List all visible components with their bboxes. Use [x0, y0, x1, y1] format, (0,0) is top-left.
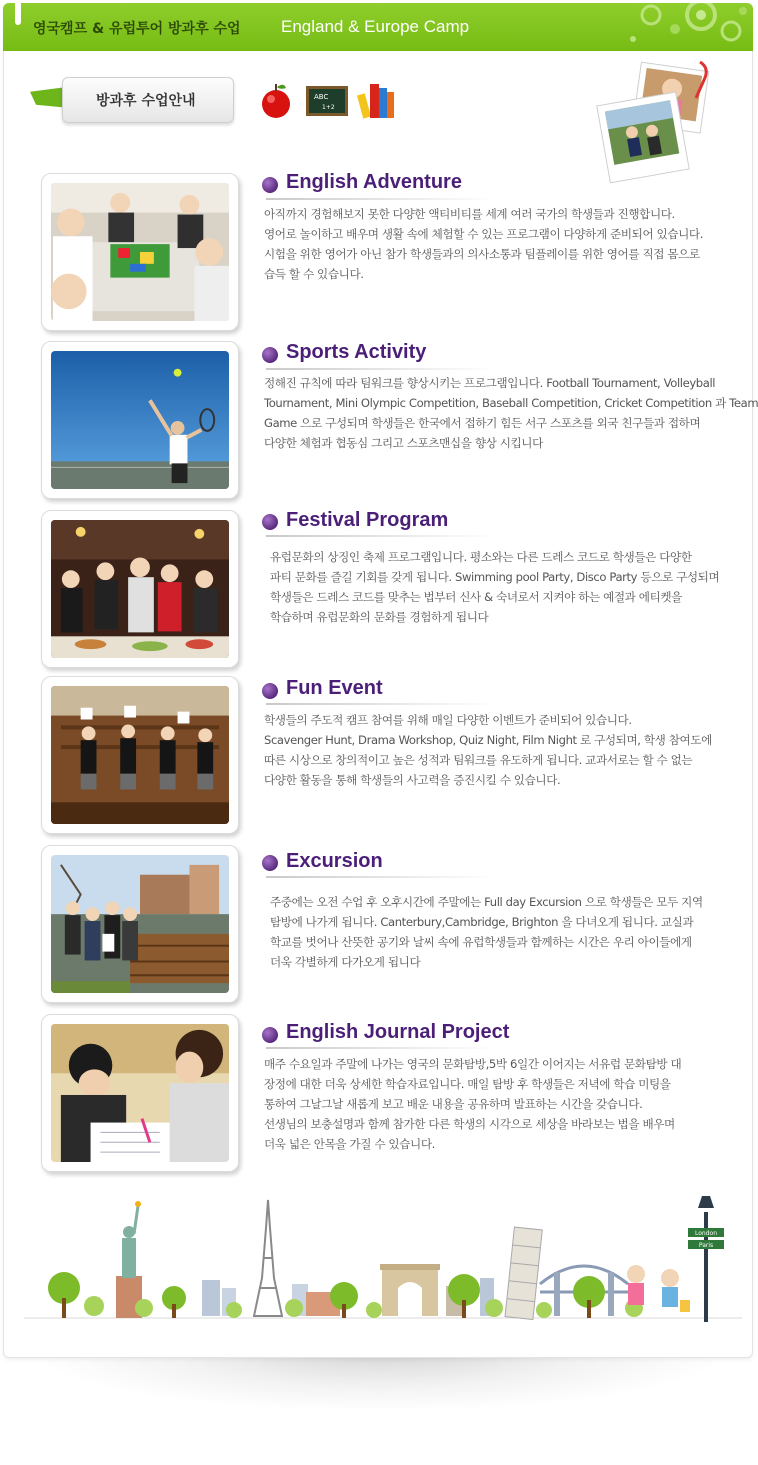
program-photo-english-adventure — [41, 173, 239, 331]
description-line: 유럽문화의 상징인 축제 프로그램입니다. 평소와는 다른 드레스 코드로 학생들은 다양한 — [270, 550, 692, 564]
description-line: 학습하며 유럽문화의 문화를 경험하게 됩니다 — [270, 610, 489, 624]
description-line: 탐방에 나가게 됩니다. Canterbury,Cambridge, Brighton 을 다녀오게 됩니다. 교실과 — [270, 915, 694, 929]
program-title: English Journal Project — [286, 1021, 510, 1043]
description-line: 습득 할 수 있습니다. — [264, 267, 364, 281]
books-icon — [357, 84, 394, 119]
description-line: 더욱 넓은 안목을 가질 수 있습니다. — [264, 1137, 435, 1151]
program-title: Sports Activity — [286, 341, 427, 363]
chalkboard-icon — [306, 86, 348, 116]
description-line: 더욱 각별하게 다가오게 됩니다 — [270, 955, 421, 969]
title-underline — [266, 535, 496, 537]
description-line: 따른 시상으로 창의적이고 높은 성적과 팀워크를 유도하게 됩니다. 교과서로는 할 수 없는 — [264, 753, 693, 767]
page-header — [3, 3, 753, 51]
description-line: 통하여 그날그날 새롭게 보고 배운 내용을 공유하며 발표하는 시간을 갖습니다. — [264, 1097, 643, 1111]
program-photo-festival-program — [41, 510, 239, 668]
statue-of-liberty-icon — [116, 1201, 142, 1318]
description-line: 학생들은 드레스 코드를 맞추는 법부터 신사 & 숙녀로서 지켜야 하는 예절과 에티켓을 — [270, 590, 682, 604]
program-photo-sports-activity — [41, 341, 239, 499]
description-line: 다양한 활동을 통해 학생들의 사고력을 증진시킬 수 있습니다. — [264, 773, 561, 787]
title-bullet-icon — [262, 683, 278, 699]
travelers-icon — [627, 1265, 690, 1312]
eiffel-tower-icon — [254, 1200, 282, 1316]
landmarks-illustration — [24, 1188, 742, 1334]
title-underline — [266, 198, 496, 200]
lamp-post-icon — [688, 1196, 724, 1322]
program-description — [270, 547, 758, 627]
program-title: Festival Program — [286, 509, 449, 531]
title-bullet-icon — [262, 347, 278, 363]
program-title: Fun Event — [286, 677, 383, 699]
program-photo-fun-event — [41, 676, 239, 834]
program-title: English Adventure — [286, 171, 462, 193]
program-photo-excursion — [41, 845, 239, 1003]
title-bullet-icon — [262, 514, 278, 530]
program-photo-english-journal-project — [41, 1014, 239, 1172]
section-label: 방과후 수업안내 — [96, 93, 196, 109]
svg-text:ABC: ABC — [314, 93, 329, 101]
description-line: Scavenger Hunt, Drama Workshop, Quiz Night, Film Night 로 구성되며, 학생 참여도에 — [264, 733, 712, 747]
description-line: 학교를 벗어나 산뜻한 공기와 날씨 속에 유럽학생들과 함께하는 시간은 우리 아이들에게 — [270, 935, 692, 949]
description-line: Game 으로 구성되며 학생들은 한국에서 접하기 힘든 서구 스포츠를 외국 친구들과 접하며 — [264, 416, 701, 430]
header-subtitle: England & Europe Camp — [281, 17, 470, 36]
title-underline — [266, 703, 496, 705]
description-line: 주중에는 오전 수업 후 오후시간에 주말에는 Full day Excursion 으로 학생들은 모두 지역 — [270, 895, 703, 909]
header-title: 영국캠프 & 유럽투어 방과후 수업 — [33, 21, 241, 37]
bubbles-decoration — [613, 3, 753, 51]
leaning-tower-of-pisa-icon — [505, 1227, 542, 1319]
program-description — [270, 892, 758, 972]
sign-paris: Paris — [698, 1242, 714, 1249]
description-line: 파티 문화를 즐길 기회를 갖게 됩니다. Swimming pool Party, Disco Party 등으로 구성되며 — [270, 570, 720, 584]
program-description — [264, 204, 754, 284]
title-bullet-icon — [262, 177, 278, 193]
school-icons — [258, 78, 408, 124]
svg-text:1+2: 1+2 — [322, 104, 335, 111]
apple-icon — [262, 84, 290, 118]
header-tab-marker — [15, 3, 21, 25]
card-shadow — [30, 1352, 730, 1412]
program-description — [264, 710, 754, 790]
description-line: 다양한 체험과 협동심 그리고 스포츠맨십을 향상 시킵니다 — [264, 436, 543, 450]
program-description — [264, 1054, 754, 1154]
description-line: Tournament, Mini Olympic Competition, Baseball Competition, Cricket Competition 과 Team — [264, 396, 758, 410]
program-description — [264, 373, 758, 453]
title-underline — [266, 368, 496, 370]
program-title: Excursion — [286, 850, 383, 872]
description-line: 시험을 위한 영어가 아닌 참가 학생들과의 의사소통과 팀플레이를 위한 영어를 직접 몸으로 — [264, 247, 700, 261]
sign-london: London — [695, 1230, 717, 1237]
description-line: 정해진 규칙에 따라 팀워크를 향상시키는 프로그램입니다. Football Tournament, Volleyball — [264, 376, 716, 390]
description-line: 영어로 놀이하고 배우며 생활 속에 체험할 수 있는 프로그램이 다양하게 준비되어 있습니다. — [264, 227, 704, 241]
arc-de-triomphe-icon — [380, 1264, 440, 1316]
description-line: 선생님의 보충설명과 함께 참가한 다른 학생의 시각으로 세상을 바라보는 법을 배우며 — [264, 1117, 675, 1131]
description-line: 학생들의 주도적 캠프 참여를 위해 매일 다양한 이벤트가 준비되어 있습니다. — [264, 713, 632, 727]
title-bullet-icon — [262, 855, 278, 871]
title-bullet-icon — [262, 1027, 278, 1043]
title-underline — [266, 876, 496, 878]
title-underline — [266, 1047, 496, 1049]
description-line: 아직까지 경험해보지 못한 다양한 액티비티를 세계 여러 국가의 학생들과 진행합니다. — [264, 207, 675, 221]
description-line: 장정에 대한 더욱 상세한 학습자료입니다. 매일 탐방 후 학생들은 저녁에 학습 미팅을 — [264, 1077, 671, 1091]
description-line: 매주 수요일과 주말에 나가는 영국의 문화탐방,5박 6일간 이어지는 서유럽 문화탐방 대 — [264, 1057, 682, 1071]
polaroid-photos — [596, 58, 714, 188]
